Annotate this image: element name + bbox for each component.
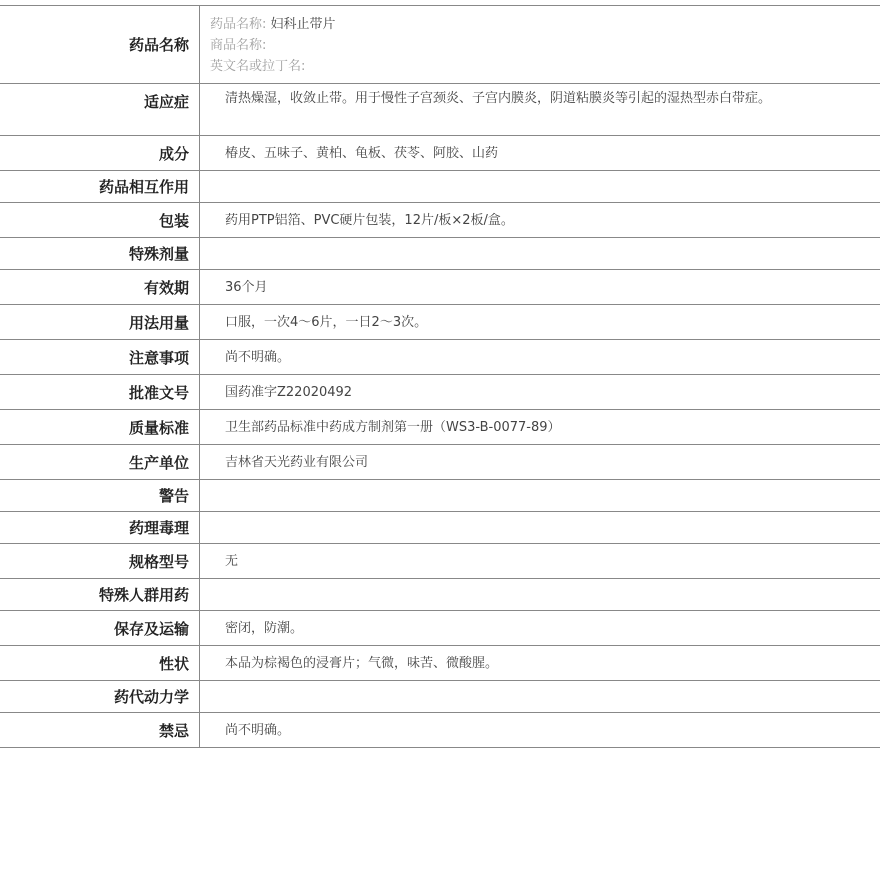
row-ingredients <box>0 136 880 171</box>
row-value <box>200 681 880 712</box>
generic-name-value: 妇科止带片 <box>270 17 336 32</box>
generic-name-line <box>210 14 870 35</box>
row-approval-number <box>0 375 880 410</box>
row-value: 本品为棕褐色的浸膏片；气微，味苦、微酸腥。 <box>225 656 499 671</box>
row-value: 清热燥湿，收敛止带。用于慢性子宫颈炎、子宫内膜炎，阴道粘膜炎等引起的湿热型赤白带症。 <box>225 91 772 106</box>
row-label: 规格型号 <box>0 544 200 578</box>
row-value: 口服，一次4～6片，一日2～3次。 <box>225 315 428 330</box>
row-label: 成分 <box>0 136 200 170</box>
row-value: 36个月 <box>225 280 268 295</box>
row-label: 生产单位 <box>0 445 200 479</box>
row-quality-standard <box>0 410 880 445</box>
row-value: 密闭，防潮。 <box>225 621 304 636</box>
row-specification <box>0 544 880 579</box>
generic-name-key: 药品名称: <box>210 17 267 32</box>
row-label: 适应症 <box>0 84 200 135</box>
row-value: 无 <box>225 554 239 569</box>
row-label: 质量标准 <box>0 410 200 444</box>
row-value: 尚不明确。 <box>225 350 291 365</box>
row-value: 尚不明确。 <box>225 723 291 738</box>
row-description <box>0 646 880 681</box>
drug-info-table <box>0 5 880 748</box>
row-label: 特殊剂量 <box>0 238 200 269</box>
row-value: 卫生部药品标准中药成方制剂第一册（WS3-B-0077-89） <box>225 420 561 435</box>
row-interactions <box>0 171 880 203</box>
row-storage-transport <box>0 611 880 646</box>
row-label: 注意事项 <box>0 340 200 374</box>
row-drug-name <box>0 6 880 84</box>
row-pharmacology-toxicology <box>0 512 880 544</box>
row-label: 特殊人群用药 <box>0 579 200 610</box>
row-label: 保存及运输 <box>0 611 200 645</box>
row-shelf-life <box>0 270 880 305</box>
row-warnings <box>0 480 880 512</box>
row-indications <box>0 84 880 136</box>
row-label: 药理毒理 <box>0 512 200 543</box>
row-packaging <box>0 203 880 238</box>
row-label: 用法用量 <box>0 305 200 339</box>
row-pharmacokinetics <box>0 681 880 713</box>
row-label: 禁忌 <box>0 713 200 747</box>
drug-name-block <box>200 6 880 83</box>
row-value <box>200 238 880 269</box>
row-label: 药代动力学 <box>0 681 200 712</box>
row-label: 警告 <box>0 480 200 511</box>
row-value: 吉林省天光药业有限公司 <box>225 455 369 470</box>
row-contraindications <box>0 713 880 748</box>
row-label: 包装 <box>0 203 200 237</box>
row-value <box>200 171 880 202</box>
trade-name-line <box>210 35 870 56</box>
row-value: 药用PTP铝箔、PVC硬片包装，12片/板×2板/盒。 <box>225 213 514 228</box>
row-value <box>200 579 880 610</box>
row-special-populations <box>0 579 880 611</box>
row-value: 椿皮、五味子、黄柏、龟板、茯苓、阿胶、山药 <box>225 146 499 161</box>
row-label: 批准文号 <box>0 375 200 409</box>
row-label: 性状 <box>0 646 200 680</box>
row-usage-dosage <box>0 305 880 340</box>
row-special-dosage <box>0 238 880 270</box>
row-label: 有效期 <box>0 270 200 304</box>
row-value: 国药准字Z22020492 <box>225 385 353 400</box>
row-value <box>200 480 880 511</box>
trade-name-key: 商品名称: <box>210 38 267 53</box>
row-label: 药品名称 <box>0 6 200 83</box>
row-manufacturer <box>0 445 880 480</box>
row-label: 药品相互作用 <box>0 171 200 202</box>
english-name-key: 英文名或拉丁名: <box>210 59 306 74</box>
row-value <box>200 512 880 543</box>
english-name-line <box>210 56 870 77</box>
row-precautions <box>0 340 880 375</box>
